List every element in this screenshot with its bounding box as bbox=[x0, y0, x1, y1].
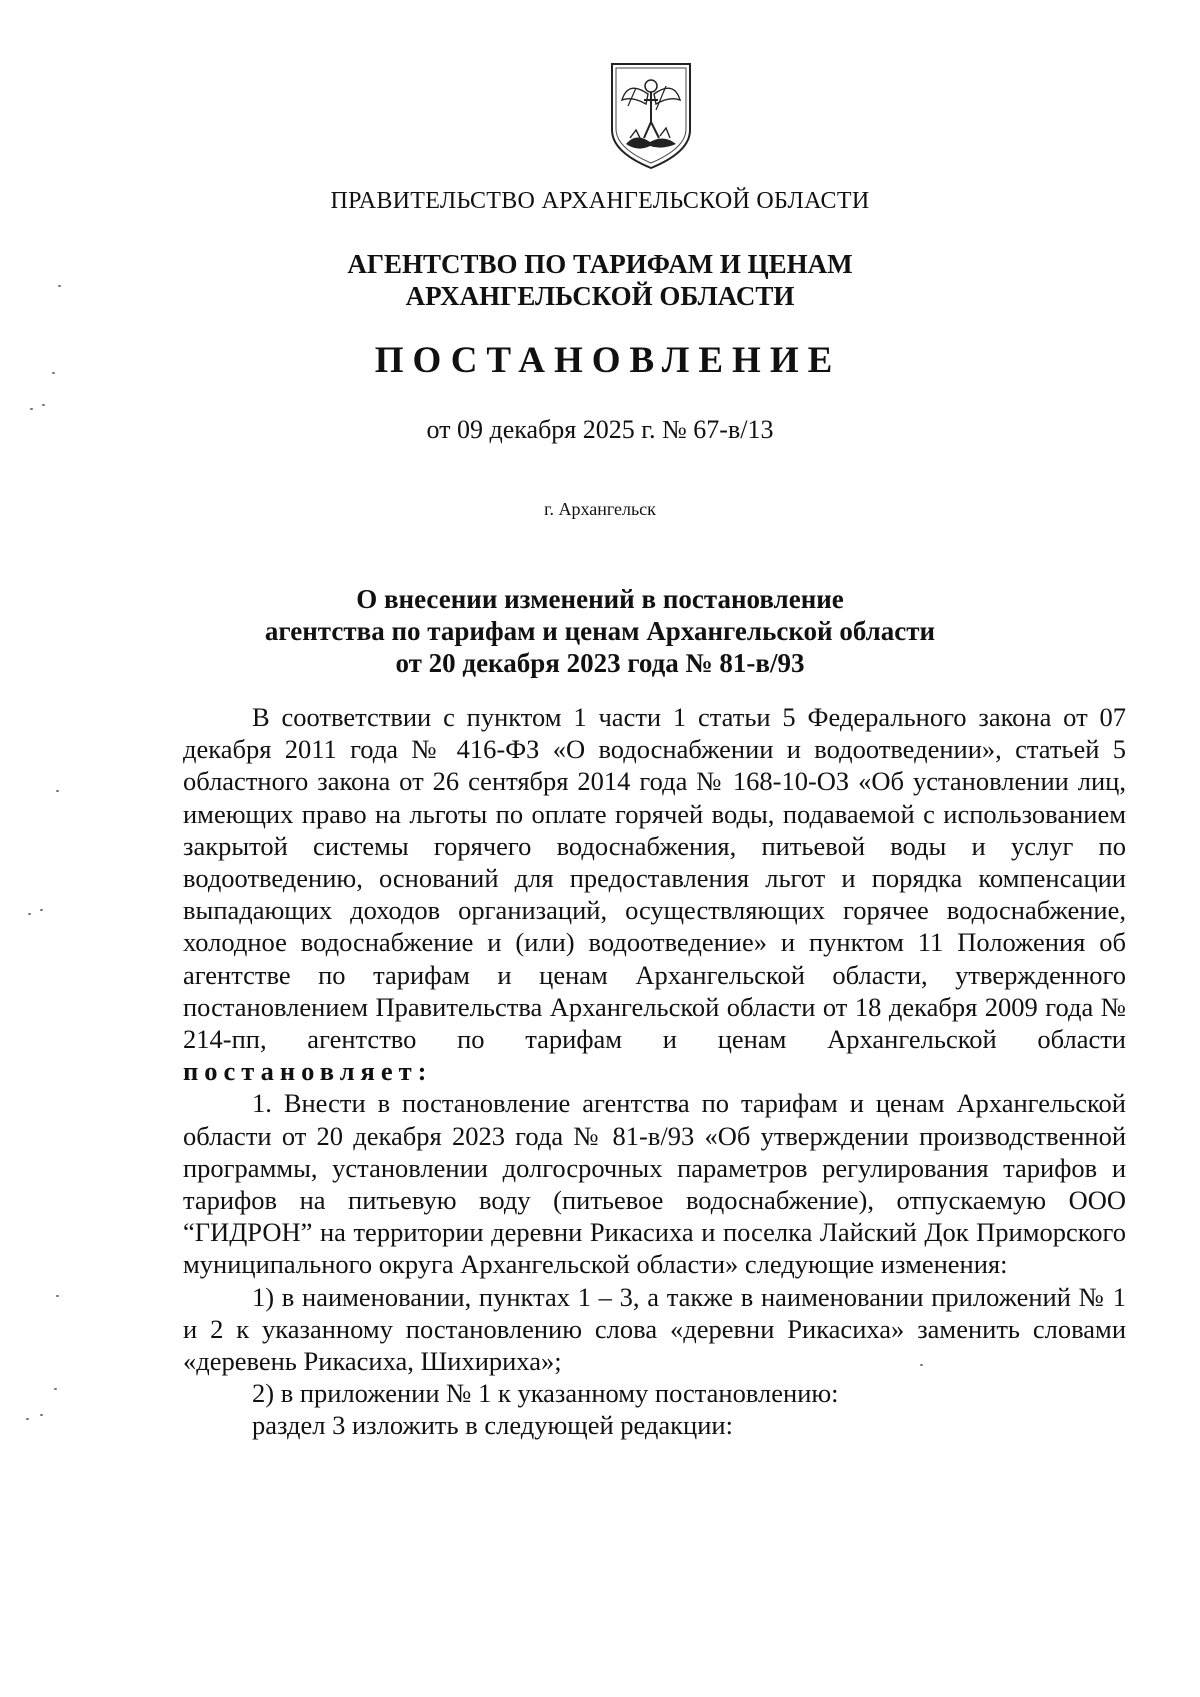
subitem-1-paragraph: 1) в наименовании, пунктах 1 – 3, а также в наименовании приложений № 1 и 2 к указанному постановлению слова «деревни Рикасиха» заменить словами «деревень Рикасиха, Шихириха»; bbox=[183, 1281, 1126, 1377]
preamble-paragraph bbox=[183, 701, 1126, 1087]
document-type-heading: ПОСТАНОВЛЕНИЕ bbox=[374, 340, 842, 381]
scan-speck bbox=[52, 372, 55, 374]
scan-speck bbox=[40, 909, 43, 911]
scan-speck bbox=[42, 404, 45, 406]
agency-title-line2: АРХАНГЕЛЬСКОЙ ОБЛАСТИ bbox=[405, 281, 795, 311]
agency-title bbox=[0, 248, 1200, 312]
date-and-number: от 09 декабря 2025 г. № 67-в/13 bbox=[426, 415, 774, 444]
scan-speck bbox=[920, 1364, 923, 1366]
scan-speck bbox=[56, 1295, 59, 1297]
scan-speck bbox=[26, 1418, 29, 1420]
subject-line2: агентства по тарифам и ценам Архангельской области bbox=[264, 616, 936, 646]
subject-line1: О внесении изменений в постановление bbox=[356, 584, 844, 614]
document-body bbox=[183, 701, 1126, 1442]
agency-title-line1: АГЕНТСТВО ПО ТАРИФАМ И ЦЕНАМ bbox=[347, 249, 853, 279]
scan-speck bbox=[58, 285, 61, 287]
scan-speck bbox=[56, 790, 59, 792]
resolves-word: постановляет: bbox=[183, 1056, 433, 1087]
subitem-2-paragraph: 2) в приложении № 1 к указанному постановлению: bbox=[252, 1378, 839, 1409]
scan-speck bbox=[40, 1414, 43, 1416]
scan-speck bbox=[28, 913, 31, 915]
government-title: ПРАВИТЕЛЬСТВО АРХАНГЕЛЬСКОЙ ОБЛАСТИ bbox=[330, 188, 870, 214]
scan-speck bbox=[30, 408, 33, 410]
coat-of-arms-emblem bbox=[606, 60, 696, 172]
document-subject bbox=[0, 583, 1200, 679]
preamble-text: В соответствии с пунктом 1 части 1 статьи 5 Федерального закона от 07 декабря 2011 года № 416-ФЗ «О водоснабжении и водоотведении», статьей 5 областного закона от 26 сентября 2014 года № 168-10-ОЗ «Об установлении лиц, имеющих право на льготы по оплате горячей воды, подаваемой с использованием закрытой системы горячего водоснабжения, питьевой воды и услуг по водоотведению, оснований для предоставления льгот и порядка компенсации выпадающих доходов организаций, осуществляющих горячее водоснабжение, холодное водоснабжение и (или) водоотведение» и пунктом 11 Положения об агентстве по тарифам и ценам Архангельской области, утвержденного постановлением Правительства Архангельской области от 18 декабря 2009 года № 214-пп, агентство по тарифам и ценам Архангельской области bbox=[183, 702, 1126, 1055]
item-1-paragraph: 1. Внести в постановление агентства по тарифам и ценам Архангельской области от 20 декабря 2023 года № 81-в/93 «Об утверждении производственной программы, установлении долгосрочных параметров регулирования тарифов и тарифов на питьевую воду (питьевое водоснабжение), отпускаемую ООО “ГИДРОН” на территории деревни Рикасиха и поселка Лайский Док Приморского муниципального округа Архангельской области» следующие изменения: bbox=[183, 1088, 1126, 1280]
city-name: г. Архангельск bbox=[544, 499, 656, 519]
scan-speck bbox=[54, 1388, 57, 1390]
subject-line3: от 20 декабря 2023 года № 81-в/93 bbox=[395, 648, 805, 678]
subitem-2-text: раздел 3 изложить в следующей редакции: bbox=[252, 1410, 733, 1441]
